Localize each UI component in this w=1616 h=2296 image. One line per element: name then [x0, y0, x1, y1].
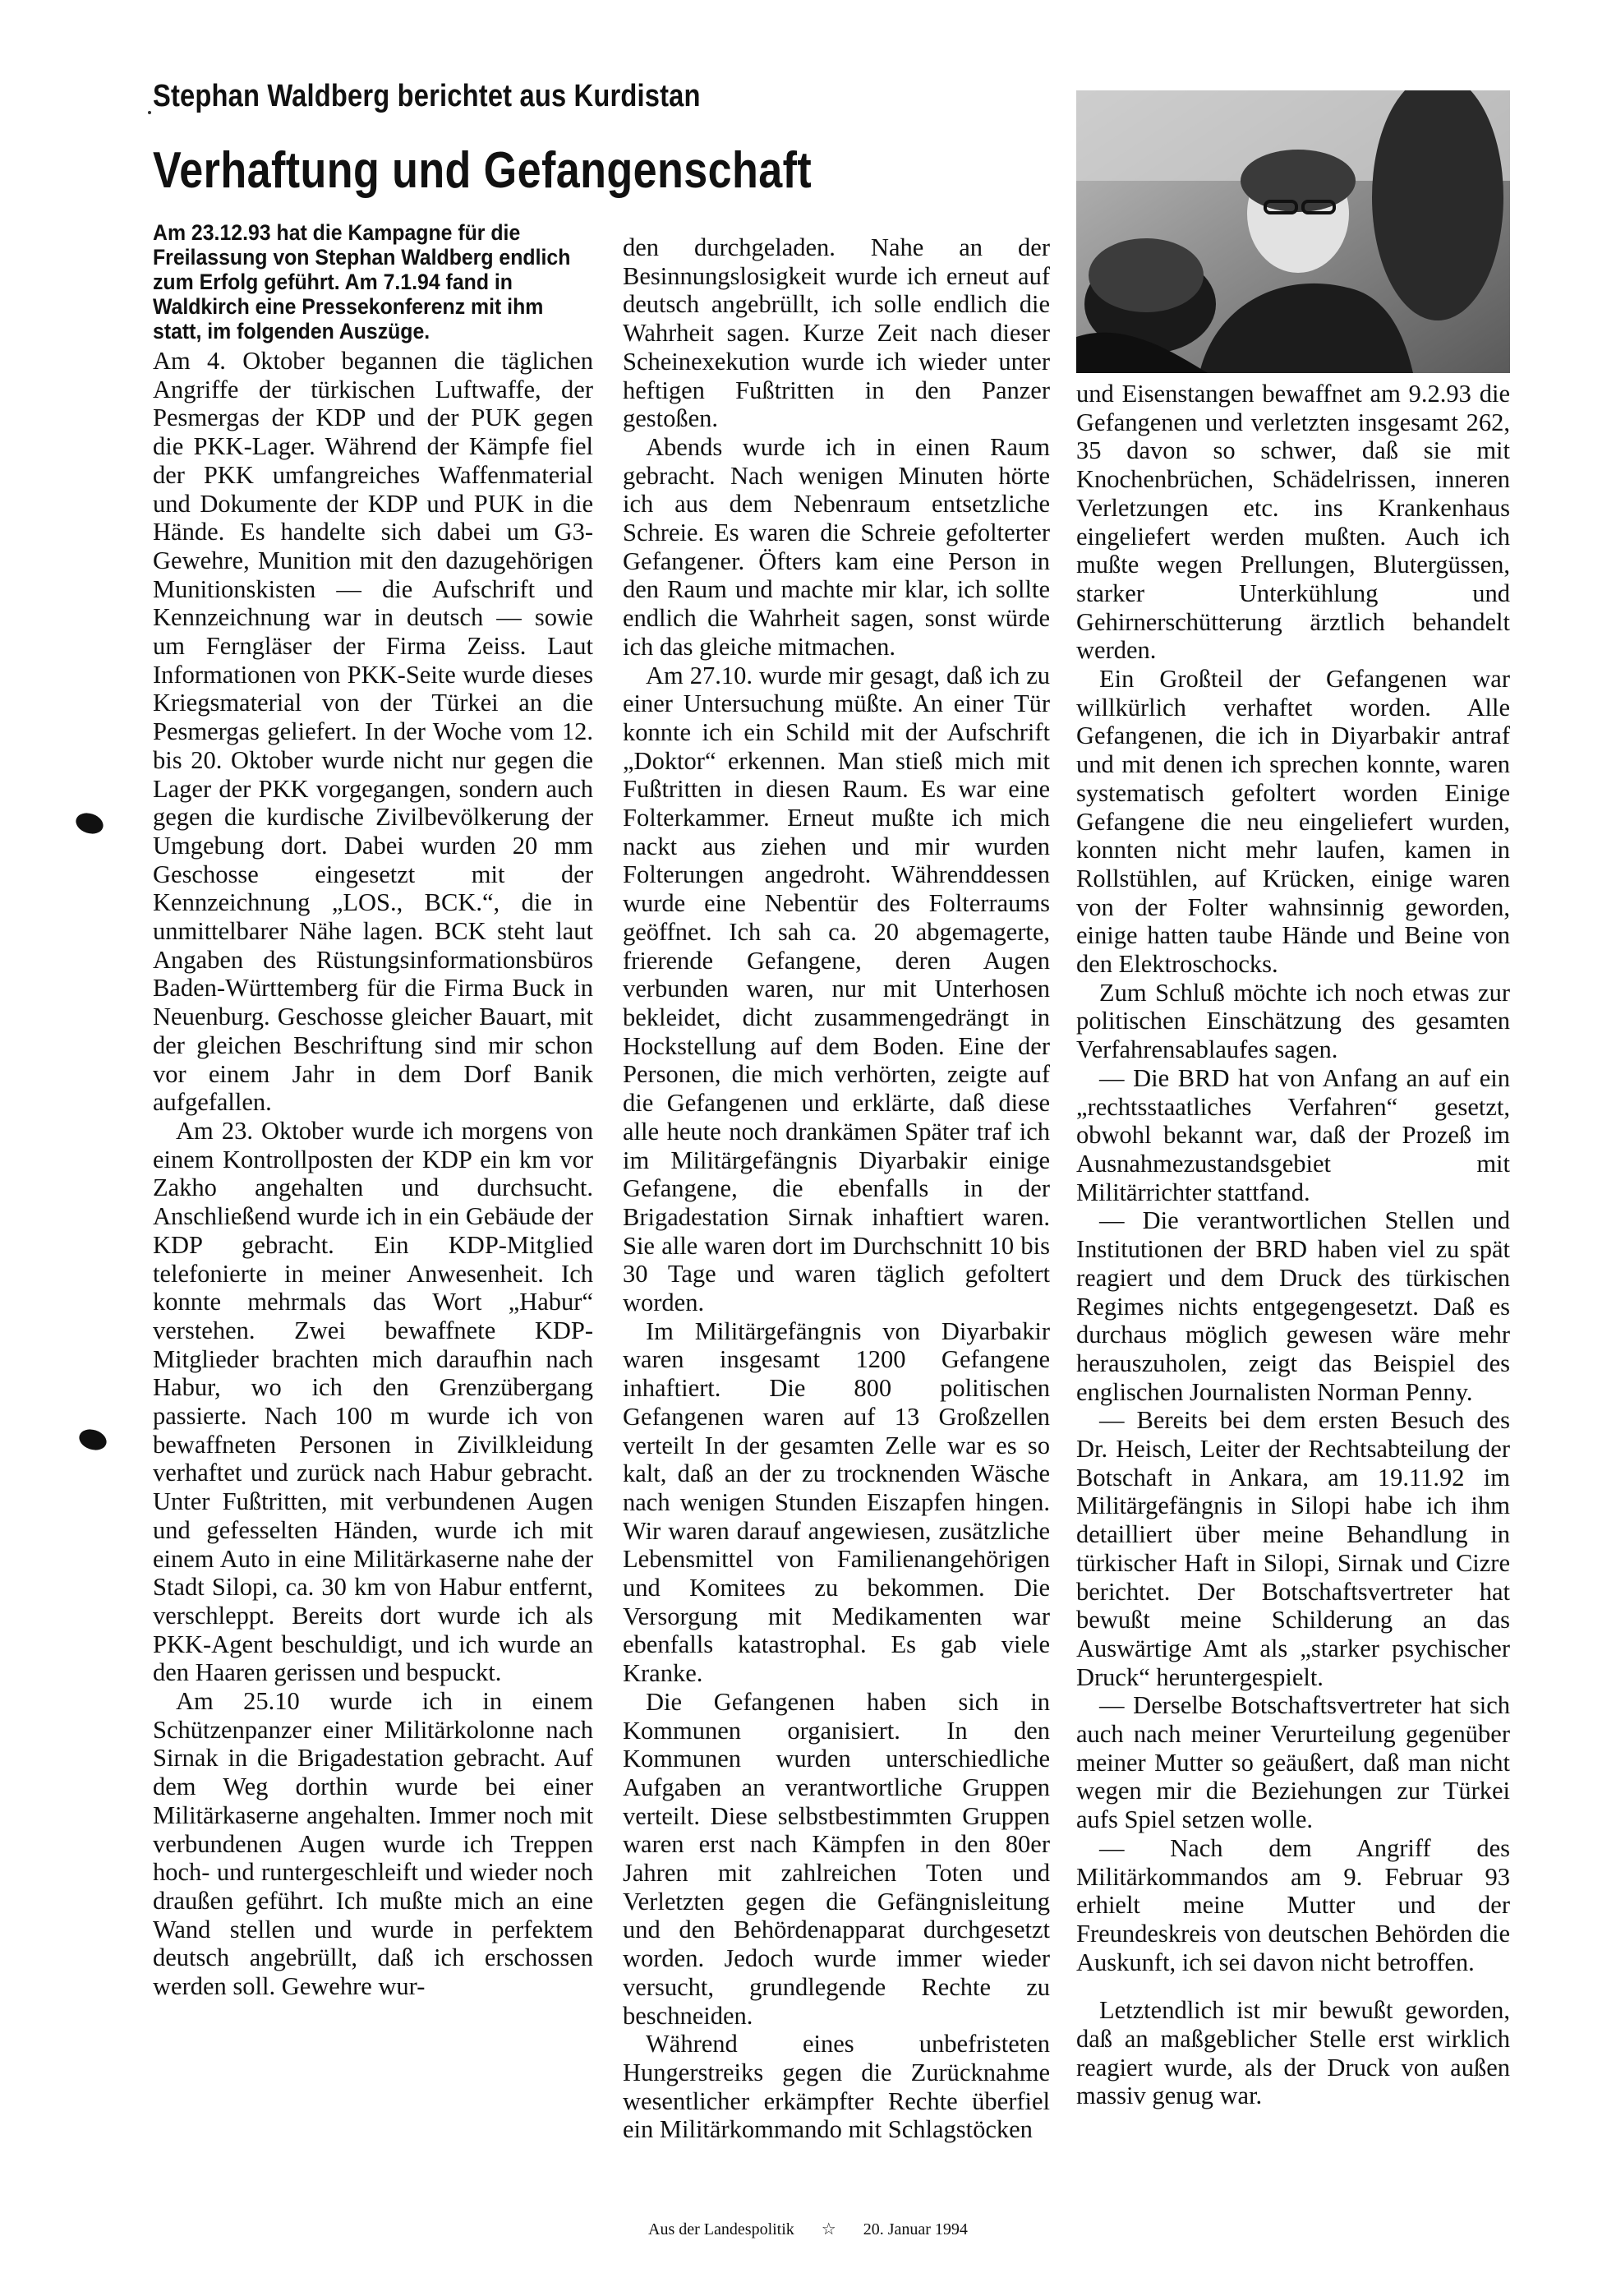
- article-lead-text: Am 23.12.93 hat die Kampagne für die Freilassung von Stephan Waldberg endlich zum Erfolg geführt. Am 7.1.94 fand in Waldkirch eine Pressekonferenz mit ihm statt, im folgenden Auszüge.: [153, 220, 571, 343]
- footer-date: 20. Januar 1994: [863, 2220, 968, 2238]
- article-kicker: Stephan Waldberg berichtet aus Kurdistan: [153, 79, 701, 113]
- paragraph: den durchgeladen. Nahe an der Besinnungslosigkeit wurde ich erneut auf deutsch angebrüllt, ich solle endlich die Wahrheit sagen. Kurze Zeit nach dieser Scheinexekution wurde ich wieder unter heftigen Fußtritten in den Panzer gestoßen.: [623, 233, 1050, 433]
- paragraph: — Bereits bei dem ersten Besuch des Dr. Heisch, Leiter der Rechtsabteilung der Botschaft in Ankara, am 19.11.92 im Militärgefängnis in Silopi habe ich ihm detailliert über meine Behandlung in türkischer Haft in Silopi, Sirnak und Cizre berichtet. Der Botschaftsvertreter hat bewußt meine Schilderung an das Auswärtige Amt als „starker psychischer Druck“ heruntergespielt.: [1076, 1406, 1510, 1691]
- paragraph: Letztendlich ist mir bewußt geworden, daß an maßgeblicher Stelle erst wirklich reagiert wurde, als der Druck von außen massiv genug war.: [1076, 1996, 1510, 2110]
- paragraph: Während eines unbefristeten Hungerstreiks gegen die Zurücknahme wesentlicher erkämpfter Rechte überfiel ein Militärkommando mit Schlagstöcken: [623, 2030, 1050, 2144]
- paragraph: — Nach dem Angriff des Militärkommandos am 9. Februar 93 erhielt meine Mutter und der Freundeskreis von deutschen Behörden die Auskunft, ich sei davon nicht betroffen.: [1076, 1833, 1510, 1976]
- photo-of-people-icon: [1076, 90, 1510, 373]
- column-1: [153, 220, 593, 2001]
- paragraph: Im Militärgefängnis von Diyarbakir waren insgesamt 1200 Gefangene inhaftiert. Die 800 politischen Gefangenen waren auf 13 Großzellen verteilt In der gesamten Zelle war es so kalt, daß an der zu trocknenden Wäsche nach wenigen Stunden Eiszapfen hingen. Wir waren darauf angewiesen, zusätzliche Lebensmittel von Familienangehörigen und Komitees zu bekommen. Die Versorgung mit Medikamenten war ebenfalls katastrophal. Es gab viele Kranke.: [623, 1316, 1050, 1688]
- article-headline: Verhaftung und Gefangenschaft: [153, 142, 813, 199]
- punch-hole-mark: [73, 809, 106, 837]
- article-photo: [1076, 90, 1510, 373]
- speck-mark: [148, 111, 151, 114]
- column-2: [623, 233, 1050, 2144]
- punch-hole-mark: [76, 1426, 109, 1453]
- paragraph: Ein Großteil der Gefangenen war willkürlich verhaftet worden. Alle Gefangenen, die ich in Diyarbakir antraf und mit denen ich sprechen konnte, waren systematisch gefoltert worden Einige Gefangene die neu eingeliefert wurden, konnten nicht mehr laufen, kamen in Rollstühlen, auf Krücken, einige waren von der Folter wahnsinnig geworden, einige hatten taube Hände und Beine von den Elektroschocks.: [1076, 665, 1510, 979]
- paragraph: Am 27.10. wurde mir gesagt, daß ich zu einer Untersuchung müßte. An einer Tür konnte ich ein Schild mit der Aufschrift „Doktor“ erkennen. Man stieß mich mit Fußtritten in diesen Raum. Es war eine Folterkammer. Erneut mußte ich mich nackt aus ziehen und mir wurden Folterungen angedroht. Währenddessen wurde eine Nebentür des Folterraums geöffnet. Ich sah ca. 20 abgemagerte, frierende Gefangene, deren Augen verbunden waren, nur mit Unterhosen bekleidet, dicht zusammengedrängt in Hockstellung auf dem Boden. Eine der Personen, die mich verhörten, zeigte auf die Gefangenen und erklärte, daß diese alle heute noch drankämen Später traf ich im Militärgefängnis Diyarbakir einige Gefangene, die ebenfalls in der Brigadestation Sirnak inhaftiert waren. Sie alle waren dort im Durchschnitt 10 bis 30 Tage und waren täglich gefoltert worden.: [623, 661, 1050, 1317]
- paragraph: — Die verantwortlichen Stellen und Institutionen der BRD haben viel zu spät reagiert und dem Druck des türkischen Regimes nichts entgegengesetzt. Daß es durchaus möglich gewesen wäre mehr herauszuholen, zeigt das Beispiel des englischen Journalisten Norman Penny.: [1076, 1206, 1510, 1406]
- paragraph: Abends wurde ich in einen Raum gebracht. Nach wenigen Minuten hörte ich aus dem Nebenraum entsetzliche Schreie. Es waren die Schreie gefolterter Gefangener. Öfters kam eine Person in den Raum und machte mir klar, ich sollte endlich die Wahrheit sagen, sonst würde ich das gleiche mitmachen.: [623, 432, 1050, 661]
- paragraph: Die Gefangenen haben sich in Kommunen organisiert. In den Kommunen wurden unterschiedliche Aufgaben an verantwortliche Gruppen verteilt. Diese selbstbestimmten Gruppen waren erst nach Kämpfen in den 80er Jahren mit zahlreichen Toten und Verletzten gegen die Gefängnisleitung und den Behördenapparat durchgesetzt worden. Jedoch wurde immer wieder versucht, grundlegende Rechte zu beschneiden.: [623, 1687, 1050, 2030]
- paragraph: Zum Schluß möchte ich noch etwas zur politischen Einschätzung des gesamten Verfahrensablaufes sagen.: [1076, 978, 1510, 1064]
- article-lead: [153, 220, 593, 343]
- star-icon: ☆: [821, 2220, 836, 2238]
- paragraph: Am 23. Oktober wurde ich morgens von einem Kontrollposten der KDP ein km vor Zakho angehalten und durchsucht. Anschließend wurde ich in ein Gebäude der KDP gebracht. Ein KDP-Mitglied telefonierte in meiner Anwesenheit. Ich konnte mehrmals das Wort „Habur“ verstehen. Zwei bewaffnete KDP-Mitglieder brachten mich daraufhin nach Habur, wo ich den Grenzübergang passierte. Nach 100 m wurde ich von bewaffneten Personen in Zivilkleidung verhaftet und zurück nach Habur gebracht. Unter Fußtritten, mit verbundenen Augen und gefesselten Händen, wurde ich mit einem Auto in eine Militärkaserne nahe der Stadt Silopi, ca. 30 km von Habur entfernt, verschleppt. Bereits dort wurde ich als PKK-Agent beschuldigt, und ich wurde an den Haaren gerissen und bespuckt.: [153, 1116, 593, 1687]
- paragraph: und Eisenstangen bewaffnet am 9.2.93 die Gefangenen und verletzten insgesamt 262, 35 davon so schwer, daß sie mit Knochenbrüchen, Schädelrissen, inneren Verletzungen etc. ins Krankenhaus eingeliefert werden mußten. Auch ich mußte wegen Prellungen, Blutergüssen, starker Unterkühlung und Gehirnerschütterung ärztlich behandelt werden.: [1076, 380, 1510, 665]
- paragraph: — Die BRD hat von Anfang an auf ein „rechtsstaatliches Verfahren“ gesetzt, obwohl bekannt war, daß der Prozeß im Ausnahmezustandsgebiet mit Militärrichter stattfand.: [1076, 1063, 1510, 1206]
- paragraph: Am 4. Oktober begannen die täglichen Angriffe der türkischen Luftwaffe, der Pesmergas der KDP und der PUK gegen die PKK-Lager. Während der Kämpfe fiel der PKK umfangreiches Waffenmaterial und Dokumente der KDP und PUK in die Hände. Es handelte sich dabei um G3-Gewehre, Munition mit den dazugehörigen Munitionskisten — die Aufschrift und Kennzeichnung war in deutsch — sowie um Ferngläser der Firma Zeiss. Laut Informationen von PKK-Seite wurde dieses Kriegsmaterial von der Türkei an die Pesmergas geliefert. In der Woche vom 12. bis 20. Oktober wurde nicht nur gegen die Lager der PKK vorgegangen, sondern auch gegen die kurdische Zivilbevölkerung der Umgebung dort. Dabei wurden 20 mm Geschosse eingesetzt mit der Kennzeichnung „LOS., BCK.“, die in unmittelbarer Nähe lagen. BCK steht laut Angaben des Rüstungsinformationsbüros Baden-Württemberg für die Firma Buck in Neuenburg. Geschosse gleicher Bauart, mit der gleichen Beschriftung sind mir schon vor einem Jahr in dem Dorf Banik aufgefallen.: [153, 347, 593, 1117]
- paragraph: Am 25.10 wurde ich in einem Schützenpanzer einer Militärkolonne nach Sirnak in die Brigadestation gebracht. Auf dem Weg dorthin wurde bei einer Militärkaserne angehalten. Immer noch mit verbundenen Augen wurde ich Treppen hoch- und runtergeschleift und wieder noch draußen geführt. Ich mußte mich an eine Wand stellen und wurde in perfektem deutsch angebrüllt, daß ich erschossen werden soll. Gewehre wur-: [153, 1687, 593, 2001]
- page-footer: [0, 2219, 1616, 2239]
- paragraph: — Derselbe Botschaftsvertreter hat sich auch nach meiner Verurteilung gegenüber meiner Mutter so geäußert, daß man nicht wegen mir die Beziehungen zur Türkei aufs Spiel setzen wolle.: [1076, 1691, 1510, 1834]
- column-3: [1076, 380, 1510, 2110]
- footer-section: Aus der Landespolitik: [648, 2220, 794, 2238]
